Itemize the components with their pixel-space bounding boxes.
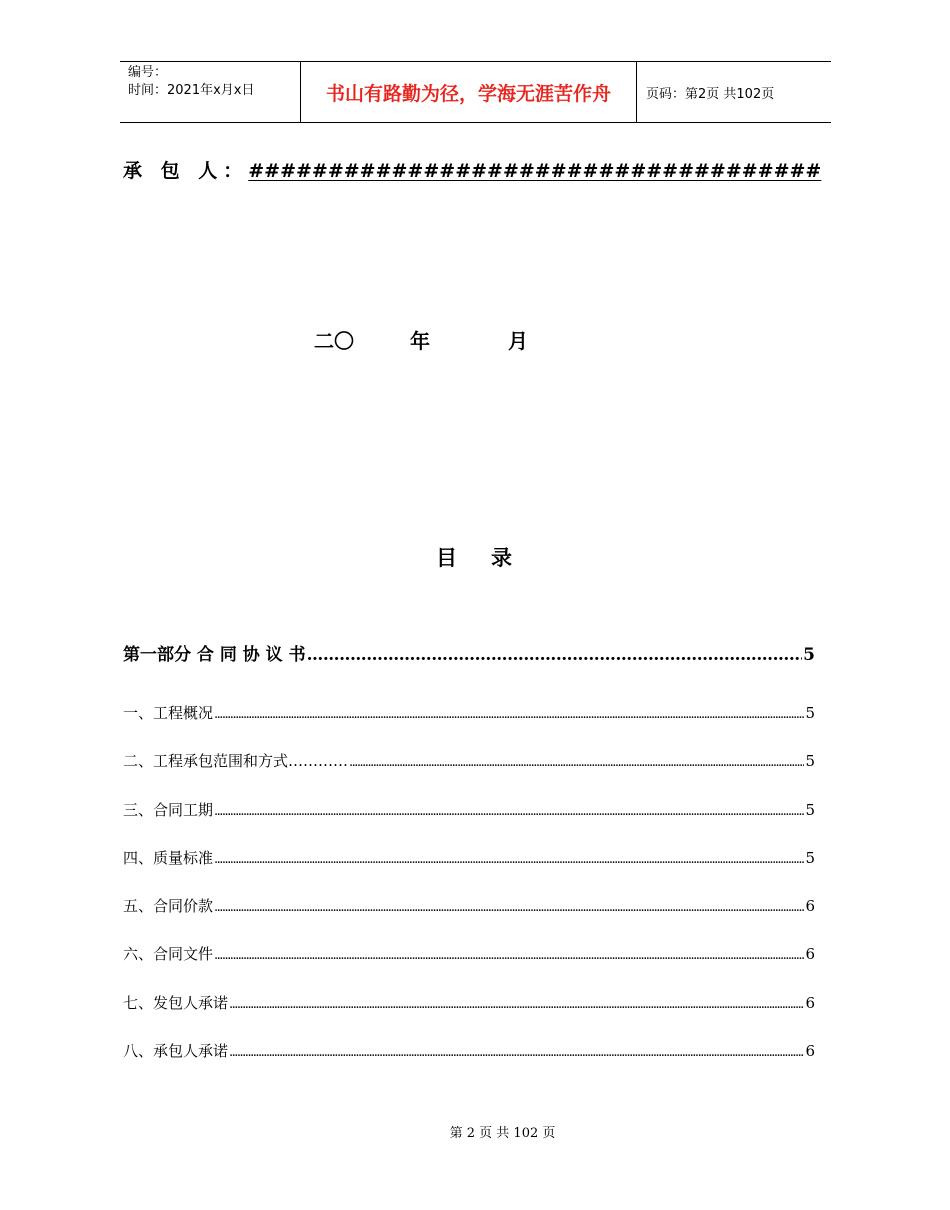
toc-item-label: 三、合同工期 <box>123 800 214 819</box>
header-meta <box>120 62 301 122</box>
header-motto: 书山有路勤为径，学海无涯苦作舟 <box>325 82 611 105</box>
contractor-line <box>123 156 821 183</box>
table-of-contents <box>123 640 815 1088</box>
toc-item-row[interactable] <box>123 702 815 750</box>
toc-item-page: 6 <box>805 897 815 916</box>
toc-part-label: 第一部分 合 同 协 议 书 <box>123 645 306 665</box>
toc-item-page: 5 <box>805 752 815 771</box>
page-header <box>120 61 831 123</box>
toc-item-label: 八、承包人承诺 <box>123 1042 229 1061</box>
toc-item-label: 五、合同价款 <box>123 897 214 916</box>
toc-leader-dots <box>229 994 804 1012</box>
toc-leader-dots <box>214 801 804 819</box>
toc-leader-dots <box>307 645 803 665</box>
toc-title: 目录 <box>436 546 546 570</box>
time-label: 时间：2021年x月x日 <box>128 83 255 98</box>
toc-item-row[interactable] <box>123 1040 815 1088</box>
page-footer: 第 2 页 共 102 页 <box>449 1126 556 1141</box>
toc-item-label: 四、质量标准 <box>123 848 214 867</box>
toc-leader-dots <box>214 704 804 722</box>
toc-item-page: 5 <box>805 704 815 722</box>
toc-item-row[interactable] <box>123 992 815 1040</box>
toc-item-page: 6 <box>805 993 815 1012</box>
toc-item-label: 一、工程概况 <box>123 704 214 722</box>
contractor-label: 承 包 人： <box>123 160 249 182</box>
toc-item-row[interactable] <box>123 943 815 991</box>
header-motto-cell <box>301 62 637 122</box>
serial-label: 编号： <box>128 65 168 80</box>
toc-item-label: 二、工程承包范围和方式………… <box>123 752 349 771</box>
toc-part-page: 5 <box>803 645 815 665</box>
toc-leader-dots <box>214 849 804 867</box>
toc-leader-dots <box>229 1042 804 1060</box>
toc-item-page: 6 <box>805 1042 815 1061</box>
toc-item-row[interactable] <box>123 895 815 943</box>
contractor-value: #################################### <box>248 160 822 182</box>
header-page-info: 页码：第2页 共102页 <box>646 86 775 102</box>
toc-leader-dots <box>214 945 804 963</box>
toc-item-label: 七、发包人承诺 <box>123 993 229 1012</box>
date-year-prefix: 二〇 <box>314 329 354 353</box>
date-year-unit: 年 <box>410 329 430 353</box>
toc-item-row[interactable] <box>123 799 815 847</box>
toc-part-row[interactable] <box>123 640 815 674</box>
toc-leader-dots <box>349 752 804 770</box>
date-month-unit: 月 <box>508 329 528 353</box>
toc-item-row[interactable] <box>123 750 815 798</box>
toc-item-label: 六、合同文件 <box>123 945 214 964</box>
toc-item-row[interactable] <box>123 847 815 895</box>
toc-item-page: 5 <box>805 800 815 819</box>
toc-item-page: 6 <box>805 945 815 964</box>
toc-leader-dots <box>214 897 804 915</box>
toc-item-page: 5 <box>805 848 815 867</box>
